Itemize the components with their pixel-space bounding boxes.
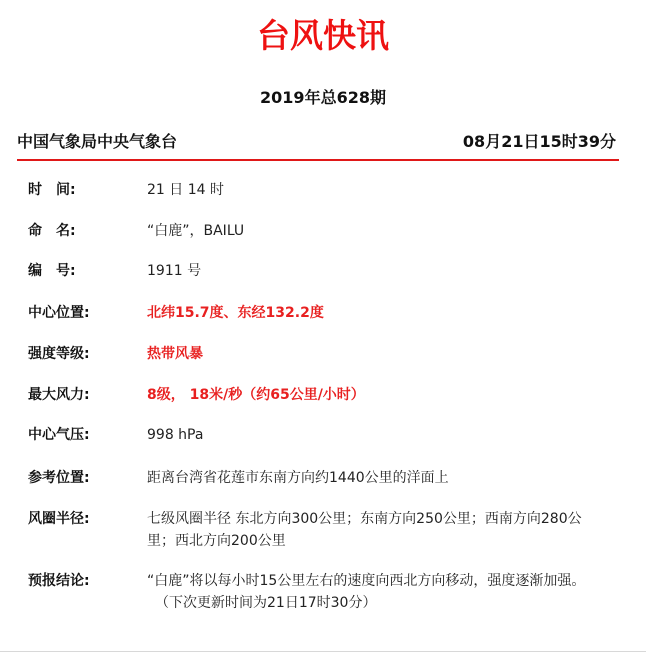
row-value: 热带风暴 (147, 346, 203, 362)
row-value: 998 hPa (147, 427, 204, 443)
row-label: 参考位置: (28, 470, 90, 486)
row-label: 时 间: (28, 182, 76, 198)
row-value: 距离台湾省花莲市东南方向约1440公里的洋面上 (147, 470, 449, 486)
row-value: 8级， 18米/秒（约65公里/小时） (147, 387, 365, 403)
row-label: 编 号: (28, 263, 76, 279)
issue-time: 08月21日15时39分 (462, 132, 616, 151)
agency-name: 中国气象局中央气象台 (17, 132, 178, 151)
row-value: 21 日 14 时 (147, 182, 224, 198)
row-value: 北纬15.7度、东经132.2度 (147, 305, 324, 321)
issue-number: 2019年总628期 (260, 88, 386, 107)
row-value: 1911 号 (147, 263, 202, 279)
row-label: 命 名: (28, 223, 76, 239)
next-update-note: （下次更新时间为21日17时30分） (155, 595, 377, 611)
row-label: 强度等级: (28, 346, 90, 362)
row-label: 中心位置: (28, 305, 90, 321)
page-title: 台风快讯 (257, 16, 389, 55)
row-label: 预报结论: (28, 573, 90, 589)
row-value: “白鹿”，BAILU (147, 223, 245, 239)
row-label: 风圈半径: (28, 511, 90, 527)
row-value (147, 570, 602, 614)
row-value: 七级风圈半径 东北方向300公里；东南方向250公里；西南方向280公里；西北方向200公里 (147, 511, 582, 549)
header-divider (17, 159, 619, 161)
row-label: 中心气压: (28, 427, 90, 443)
bulletin-header (17, 130, 619, 154)
row-label: 最大风力: (28, 387, 90, 403)
forecast-text: “白鹿”将以每小时15公里左右的速度向西北方向移动，强度逐渐加强。 (147, 573, 586, 589)
bottom-divider (0, 651, 646, 652)
